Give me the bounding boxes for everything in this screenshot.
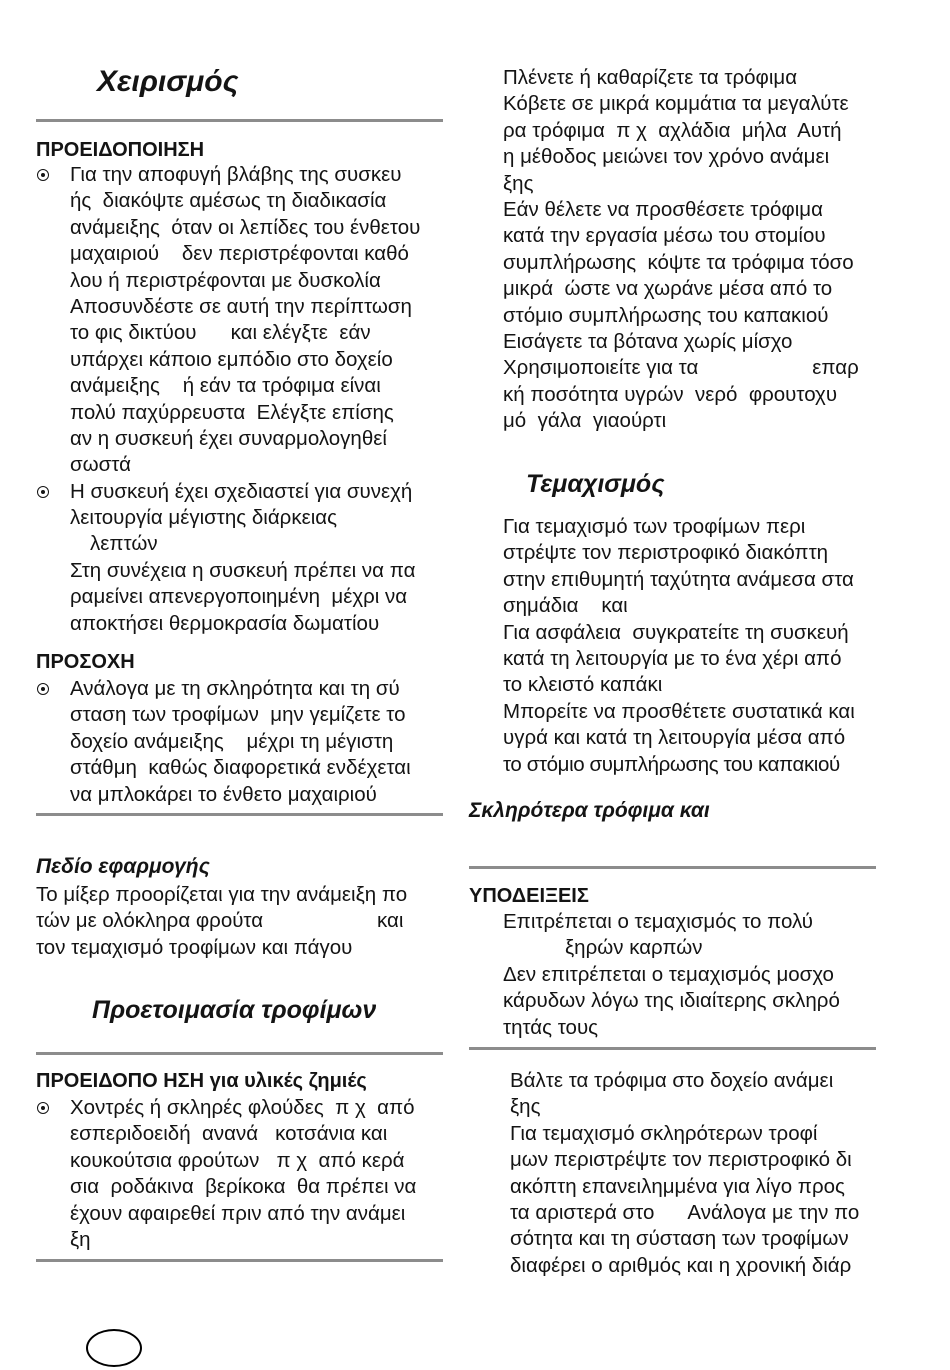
warning-line: ανάμειξης όταν οι λεπίδες του ένθετου xyxy=(70,215,421,239)
chopping-line: στην επιθυμητή ταχύτητα ανάμεσα στα xyxy=(503,567,854,591)
warning-line: υπάρχει κάποιο εμπόδιο στο δοχείο xyxy=(70,347,393,371)
preparation-line: μικρά ώστε να χωράνε μέσα από το xyxy=(503,277,833,301)
page-number-oval xyxy=(86,1329,142,1367)
chopping-line: στρέψτε τον περιστροφικό διακόπτη xyxy=(503,541,829,565)
scope-line: τών με ολόκληρα φρούτα και xyxy=(36,909,404,933)
material-warning-line: έχουν αφαιρεθεί πριν από την ανάμει xyxy=(70,1201,406,1225)
section-divider xyxy=(36,1259,443,1262)
preparation-line: ξης xyxy=(503,171,534,195)
caution-line: να μπλοκάρει το ένθετο μαχαιριού xyxy=(70,782,377,806)
warning-line: ής διακόψτε αμέσως τη διαδικασία xyxy=(70,189,387,213)
warning-line: λου ή περιστρέφονται με δυσκολία xyxy=(70,268,381,292)
harder-foods-paragraph xyxy=(510,1068,859,1279)
preparation-line: Πλένετε ή καθαρίζετε τα τρόφιμα xyxy=(503,66,798,89)
preparation-line: κατά την εργασία μέσω του στομίου xyxy=(503,224,826,248)
preparation-line: Εάν θέλετε να προσθέσετε τρόφιμα xyxy=(503,197,823,221)
harder-foods-heading: Σκληρότερα τρόφιμα και xyxy=(469,799,710,822)
hints-list xyxy=(503,909,840,1041)
material-warning-heading: ΠΡΟΕΙΔΟΠΟ ΗΣΗ για υλικές ζημιές xyxy=(36,1070,367,1092)
preparation-steps xyxy=(503,65,859,434)
hints-line: κάρυδων λόγω της ιδιαίτερης σκληρό xyxy=(503,989,840,1013)
hints-line: ξηρών καρπών xyxy=(565,936,703,960)
harder-foods-line: ξης xyxy=(510,1095,541,1119)
chopping-heading: Τεμαχισμός xyxy=(526,470,665,498)
harder-foods-line: διαφέρει ο αριθμός και η χρονική διάρ xyxy=(510,1253,852,1277)
section-divider xyxy=(36,1052,443,1055)
preparation-line: η μέθοδος μειώνει τον χρόνο ανάμει xyxy=(503,145,830,169)
warning-line: πολύ παχύρρευστα Ελέγξτε επίσης xyxy=(70,400,394,424)
material-warning-line: Χοντρές ή σκληρές φλούδες π χ από xyxy=(70,1096,415,1119)
section-divider xyxy=(469,1047,876,1050)
material-warning-line: ξη xyxy=(70,1227,91,1251)
scope-line: τον τεμαχισμό τροφίμων και πάγου xyxy=(36,935,353,959)
preparation-line: Χρησιμοποιείτε για τα επαρ xyxy=(503,356,859,380)
chopping-line: Για ασφάλεια συγκρατείτε τη συσκευή xyxy=(503,620,849,644)
scope-line: Το μίξερ προορίζεται για την ανάμειξη πο xyxy=(36,883,408,906)
warning-line: ραμείνει απενεργοποιημένη μέχρι να xyxy=(70,585,408,609)
harder-foods-line: τα αριστερά στο Ανάλογα με την πο xyxy=(510,1200,860,1224)
hints-line: Επιτρέπεται ο τεμαχισμός το πολύ xyxy=(503,910,813,933)
warning-line: λειτουργία μέγιστης διάρκειας xyxy=(70,506,338,530)
chopping-line: το κλειστό καπάκι xyxy=(503,673,663,697)
caution-heading: ΠΡΟΣΟΧΗ xyxy=(36,651,135,673)
caution-line: δοχείο ανάμειξης μέχρι τη μέγιστη xyxy=(70,729,394,753)
warning-line: λεπτών xyxy=(90,532,158,556)
material-warning-line: κουκούτσια φρούτων π χ από κερά xyxy=(70,1148,405,1172)
preparation-line: κή ποσότητα υγρών νερό φρουτοχυ xyxy=(503,382,838,406)
caution-line: στάθμη καθώς διαφορετικά ενδέχεται xyxy=(70,756,411,780)
material-warning-line: σια ροδάκινα βερίκοκα θα πρέπει να xyxy=(70,1175,417,1199)
bullet-icon xyxy=(37,683,49,695)
section-divider xyxy=(469,866,876,869)
hints-heading: ΥΠΟΔΕΙΞΕΙΣ xyxy=(469,885,589,907)
harder-foods-line: Βάλτε τα τρόφιμα στο δοχείο ανάμει xyxy=(510,1069,834,1092)
warning-line: το φις δικτύου και ελέγξτε εάν xyxy=(70,321,371,345)
warning-line: Για την αποφυγή βλάβης της συσκευ xyxy=(70,163,402,186)
bullet-icon xyxy=(37,1102,49,1114)
preparation-line: συμπλήρωσης κόψτε τα τρόφιμα τόσο xyxy=(503,250,854,274)
caution-line: Ανάλογα με τη σκληρότητα και τη σύ xyxy=(70,677,400,700)
warning-list xyxy=(70,162,420,637)
material-warning-line: εσπεριδοειδή ανανά κοτσάνια και xyxy=(70,1122,388,1146)
hints-line: τητάς τους xyxy=(503,1015,599,1039)
chopping-paragraph xyxy=(503,514,855,778)
preparation-line: Κόβετε σε μικρά κομμάτια τα μεγαλύτε xyxy=(503,92,849,116)
bullet-icon xyxy=(37,486,49,498)
caution-line: σταση των τροφίμων μην γεμίζετε το xyxy=(70,703,406,727)
warning-line: μαχαιριού δεν περιστρέφονται καθό xyxy=(70,242,409,266)
warning-line: Αποσυνδέστε σε αυτή την περίπτωση xyxy=(70,294,412,318)
warning-line: αν η συσκευή έχει συναρμολογηθεί xyxy=(70,426,387,450)
warning-line: Η συσκευή έχει σχεδιαστεί για συνεχή xyxy=(70,479,413,503)
page-title: Χειρισμός xyxy=(97,65,239,98)
chopping-line: κατά τη λειτουργία με το ένα χέρι από xyxy=(503,646,842,670)
warning-line: σωστά xyxy=(70,453,131,477)
harder-foods-line: σότητα και τη σύσταση των τροφίμων xyxy=(510,1227,849,1251)
preparation-line: μό γάλα γιαούρτι xyxy=(503,409,667,433)
caution-list xyxy=(70,676,411,808)
warning-line: αποκτήσει θερμοκρασία δωματίου xyxy=(70,611,380,635)
chopping-line: Για τεμαχισμό των τροφίμων περι xyxy=(503,515,806,538)
warning-line: Στη συνέχεια η συσκευή πρέπει να πα xyxy=(70,558,416,582)
scope-paragraph xyxy=(36,882,407,961)
chopping-line: Μπορείτε να προσθέτετε συστατικά και xyxy=(503,699,855,723)
hints-line: Δεν επιτρέπεται ο τεμαχισμός μοσχο xyxy=(503,962,834,986)
section-divider xyxy=(36,119,443,122)
chopping-line: το στόμιο συμπλήρωσης του καπακιού xyxy=(503,752,840,776)
harder-foods-line: ακόπτη επανειλημμένα για λίγο προς xyxy=(510,1174,845,1198)
bullet-icon xyxy=(37,169,49,181)
chopping-line: υγρά και κατά τη λειτουργία μέσα από xyxy=(503,726,846,750)
preparation-line: ρα τρόφιμα π χ αχλάδια μήλα Αυτή xyxy=(503,118,842,142)
harder-foods-line: Για τεμαχισμό σκληρότερων τροφί xyxy=(510,1121,818,1145)
preparation-heading: Προετοιμασία τροφίμων xyxy=(92,996,377,1024)
preparation-line: στόμιο συμπλήρωσης του καπακιού xyxy=(503,303,829,327)
chopping-line: σημάδια και xyxy=(503,594,628,618)
section-divider xyxy=(36,813,443,816)
material-warning-list xyxy=(70,1095,416,1253)
harder-foods-line: μων περιστρέψτε τον περιστροφικό δι xyxy=(510,1148,852,1172)
warning-heading: ΠΡΟΕΙΔΟΠΟΙΗΣΗ xyxy=(36,139,205,161)
preparation-line: Εισάγετε τα βότανα χωρίς μίσχο xyxy=(503,329,793,353)
warning-line: ανάμειξης ή εάν τα τρόφιμα είναι xyxy=(70,374,381,398)
scope-heading: Πεδίο εφαρμογής xyxy=(36,855,210,878)
